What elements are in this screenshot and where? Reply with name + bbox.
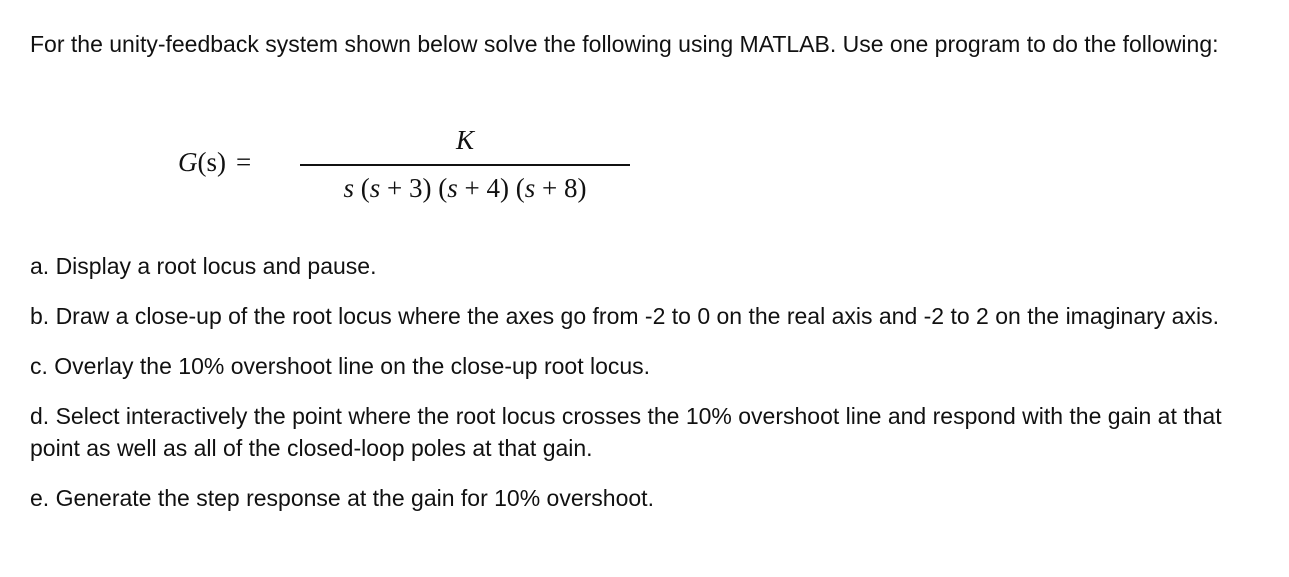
task-item-e: e. Generate the step response at the gain for 10% overshoot.	[30, 485, 654, 511]
denominator-term: s	[447, 172, 458, 203]
task-list	[30, 250, 1270, 532]
equation-lhs	[178, 147, 251, 178]
fraction	[300, 122, 630, 208]
intro-text: For the unity-feedback system shown below solve the following using MATLAB. Use one program to do the following:	[30, 31, 1219, 57]
task-item-c: c. Overlay the 10% overshoot line on the close-up root locus.	[30, 353, 651, 379]
function-argument: (s)	[197, 147, 226, 177]
denominator	[300, 168, 630, 208]
task-item-a: a. Display a root locus and pause.	[30, 253, 377, 279]
denominator-term: + 8)	[535, 172, 587, 203]
numerator: K	[455, 125, 474, 155]
task-item-b: b. Draw a close-up of the root locus where the axes go from -2 to 0 on the real axis and -2 to 2 on the imaginary axis.	[30, 303, 1219, 329]
task-item-d: d. Select interactively the point where the root locus crosses the 10% overshoot line and respond with the gain at that point as well as all of the closed-loop poles at that gain.	[30, 403, 1222, 461]
equals-sign: =	[236, 147, 252, 177]
denominator-term: s	[524, 172, 536, 203]
denominator-term: + 3) (	[380, 172, 448, 203]
denominator-term: s	[343, 172, 355, 203]
function-name: G	[178, 147, 198, 177]
denominator-term: (	[354, 172, 370, 203]
denominator-term: s	[369, 172, 381, 203]
denominator-term: + 4) (	[457, 172, 525, 203]
fraction-bar	[300, 164, 630, 166]
